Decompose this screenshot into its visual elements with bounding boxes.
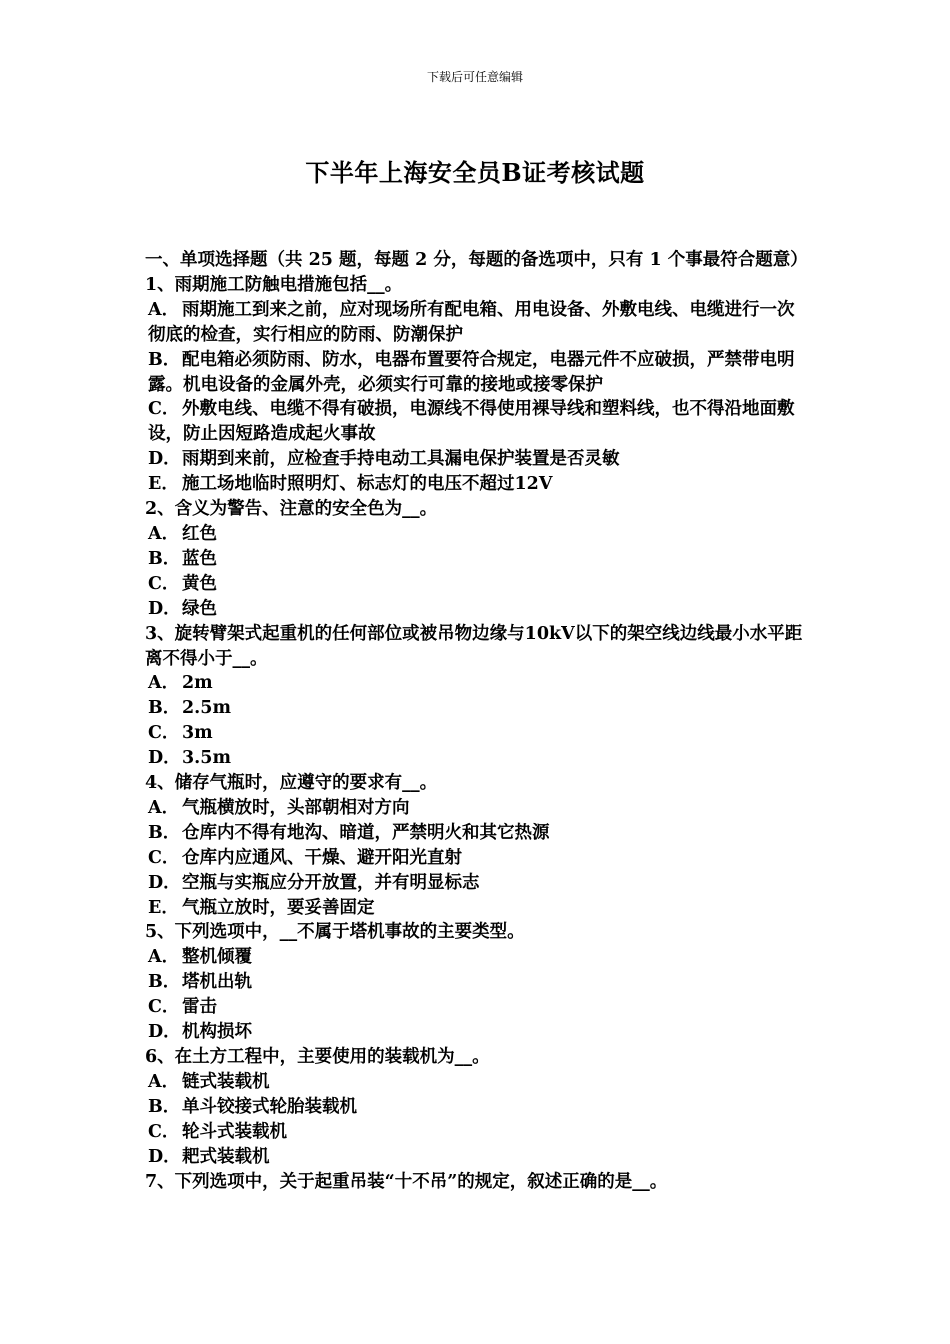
option-item [145, 746, 810, 771]
option-item [145, 298, 810, 348]
question-2 [145, 497, 810, 622]
question-text: 6、在土方工程中，主要使用的装载机为__。 [145, 1047, 490, 1067]
option-item [145, 472, 810, 497]
option-text: 3.5m [182, 748, 231, 769]
option-item [145, 671, 810, 696]
option-text: 雨期施工到来之前，应对现场所有配电箱、用电设备、外敷电线、电缆进行一次彻底的检查，实行相应的防雨、防潮保护 [148, 299, 795, 345]
option-text: 轮斗式装载机 [182, 1121, 287, 1142]
option-item [145, 796, 810, 821]
option-text: 外敷电线、电缆不得有破损，电源线不得使用裸导线和塑料线，也不得沿地面敷设，防止因短路造成起火事故 [148, 399, 795, 445]
option-letter: C． [148, 1121, 180, 1142]
option-letter: A． [148, 797, 180, 818]
option-letter: B． [148, 349, 181, 370]
question-3 [145, 622, 810, 771]
option-text: 机构损坏 [182, 1022, 252, 1043]
question-7 [145, 1170, 810, 1195]
option-letter: A． [148, 1071, 180, 1092]
option-text: 2.5m [182, 698, 231, 719]
option-letter: D． [148, 748, 181, 769]
option-text: 空瓶与实瓶应分开放置，并有明显标志 [182, 872, 480, 893]
option-letter: D． [148, 598, 181, 619]
question-4 [145, 771, 810, 920]
option-letter: E． [148, 474, 179, 495]
option-text: 黄色 [182, 573, 217, 594]
option-item [145, 821, 810, 846]
option-item [145, 896, 810, 921]
option-item [145, 871, 810, 896]
page-title: 下半年上海安全员B证考核试题 [305, 158, 645, 187]
option-letter: B． [148, 822, 181, 843]
option-text: 配电箱必须防雨、防水，电器布置要符合规定，电器元件不应破损，严禁带电明露。机电设备的金属外壳，必须实行可靠的接地或接零保护 [148, 349, 795, 395]
option-text: 塔机出轨 [182, 972, 252, 993]
option-letter: A． [148, 947, 180, 968]
option-item [145, 348, 810, 398]
option-item [145, 945, 810, 970]
option-letter: C． [148, 997, 180, 1018]
option-item [145, 397, 810, 447]
question-6 [145, 1045, 810, 1170]
option-letter: B． [148, 972, 181, 993]
option-text: 整机倾覆 [182, 947, 252, 968]
question-text: 3、旋转臂架式起重机的任何部位或被吊物边缘与10kV以下的架空线边线最小水平距离不得小于__。 [145, 623, 803, 669]
question-text: 2、含义为警告、注意的安全色为__。 [145, 499, 438, 520]
option-item [145, 970, 810, 995]
option-text: 气瓶横放时，头部朝相对方向 [182, 797, 410, 818]
option-letter: A． [148, 523, 180, 544]
option-text: 单斗铰接式轮胎装载机 [182, 1096, 357, 1117]
option-item [145, 1120, 810, 1145]
option-letter: E． [148, 897, 179, 918]
option-item [145, 846, 810, 871]
option-item [145, 696, 810, 721]
option-letter: C． [148, 399, 180, 420]
option-item [145, 522, 810, 547]
question-text: 5、下列选项中，__不属于塔机事故的主要类型。 [145, 922, 525, 943]
option-text: 气瓶立放时，要妥善固定 [182, 897, 375, 918]
header-note: 下载后可任意编辑 [426, 70, 523, 84]
question-5 [145, 920, 810, 1045]
exam-content [145, 248, 810, 1194]
question-text: 4、储存气瓶时，应遵守的要求有__。 [145, 773, 438, 794]
option-item [145, 995, 810, 1020]
question-text: 1、雨期施工防触电措施包括__。 [145, 274, 403, 295]
option-text: 绿色 [182, 598, 217, 619]
question-text: 7、下列选项中，关于起重吊装“十不吊”的规定，叙述正确的是__。 [145, 1171, 668, 1192]
option-letter: B． [148, 548, 181, 569]
option-text: 红色 [182, 523, 217, 544]
option-text: 施工场地临时照明灯、标志灯的电压不超过12V [182, 474, 553, 495]
question-1 [145, 273, 810, 497]
section-heading: 一、单项选择题（共 25 题，每题 2 分，每题的备选项中，只有 1 个事最符合题意） [145, 250, 808, 270]
option-text: 雨期到来前，应检查手持电动工具漏电保护装置是否灵敏 [182, 449, 620, 470]
option-letter: D． [148, 872, 181, 893]
option-letter: B． [148, 698, 181, 719]
option-text: 耙式装载机 [182, 1146, 270, 1167]
option-item [145, 1070, 810, 1095]
option-item [145, 447, 810, 472]
option-letter: B． [148, 1096, 181, 1117]
option-letter: D． [148, 1022, 181, 1043]
option-item [145, 1145, 810, 1170]
option-letter: A． [148, 673, 180, 694]
option-letter: C． [148, 723, 180, 744]
option-letter: D． [148, 1146, 181, 1167]
option-text: 雷击 [182, 997, 217, 1018]
option-text: 2m [182, 673, 213, 694]
option-text: 仓库内不得有地沟、暗道，严禁明火和其它热源 [182, 822, 550, 843]
option-text: 链式装载机 [182, 1071, 270, 1092]
option-letter: C． [148, 847, 180, 868]
option-text: 蓝色 [182, 548, 217, 569]
option-letter: D． [148, 449, 181, 470]
option-item [145, 597, 810, 622]
option-item [145, 1020, 810, 1045]
option-item [145, 547, 810, 572]
option-item [145, 1095, 810, 1120]
option-item [145, 572, 810, 597]
option-text: 3m [182, 723, 213, 744]
option-item [145, 721, 810, 746]
option-letter: C． [148, 573, 180, 594]
option-letter: A． [148, 299, 180, 320]
option-text: 仓库内应通风、干燥、避开阳光直射 [182, 847, 462, 868]
